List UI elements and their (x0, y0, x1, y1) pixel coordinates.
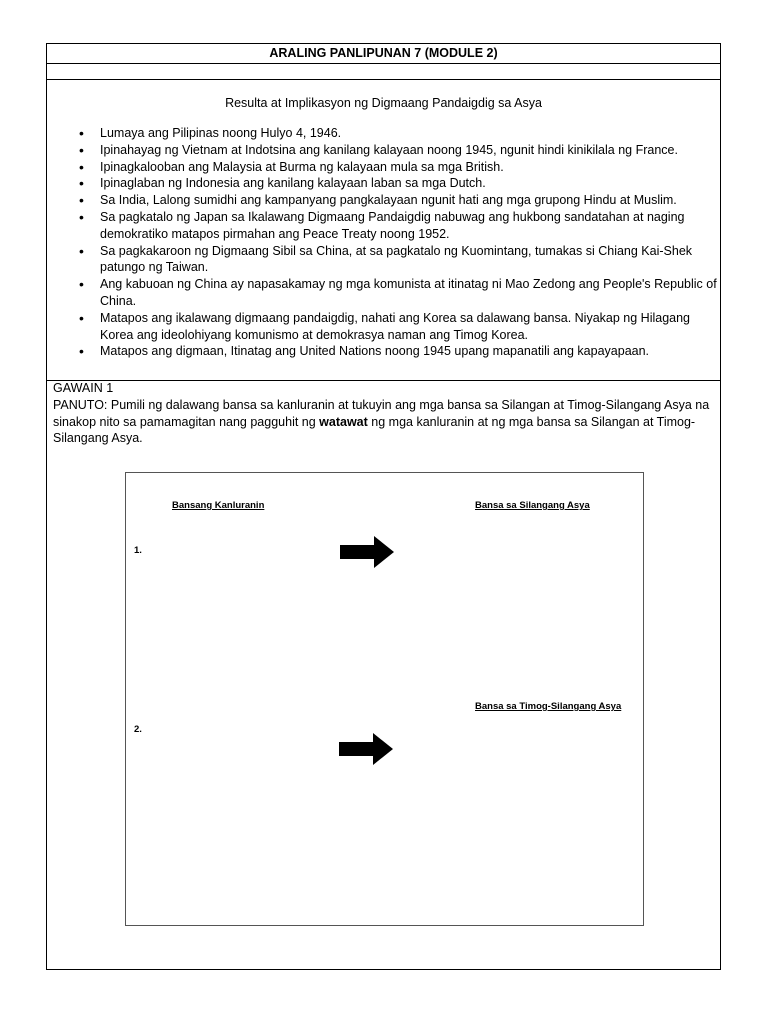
instructions-text-start: PANUTO: Pumili ng dalawang bansa sa kanluranin at tukuyin ang mga bansa sa Silangan at Timog-Silangang Asya na sinakop nito sa pamamagitan nang pagguhit ng (53, 397, 710, 429)
western-country-header: Bansang Kanluranin (172, 500, 265, 511)
right-arrow-icon (339, 733, 393, 765)
page-title: ARALING PANLIPUNAN 7 (MODULE 2) (47, 44, 720, 64)
worksheet-table (46, 43, 721, 970)
right-arrow-icon (340, 536, 394, 568)
item-number-1: 1. (134, 545, 142, 556)
activity-instructions (53, 397, 717, 447)
southeast-asia-header: Bansa sa Timog-Silangang Asya (475, 701, 622, 712)
instructions-bold-word: watawat (319, 414, 368, 429)
lesson-bullet-list (79, 125, 719, 360)
instructions-text-end: ng mga kanluranin at ng mga bansa sa Silangan at Timog-Silangang Asya. (53, 414, 696, 446)
empty-row (47, 63, 720, 80)
item-number-2: 2. (134, 724, 142, 735)
list-item: • Lumaya ang Pilipinas noong Hulyo 4, 1946. (79, 125, 719, 142)
activity-answer-box[interactable] (125, 472, 644, 926)
east-asia-header: Bansa sa Silangang Asya (475, 500, 590, 511)
list-item: • Ipinahayag ng Vietnam at Indotsina ang kanilang kalayaan noong 1945, ngunit hindi kinikilala ng France. (79, 142, 719, 159)
activity-section (53, 380, 717, 447)
list-item: • Ang kabuoan ng China ay napasakamay ng mga komunista at itinatag ni Mao Zedong ang People's Republic of China. (79, 276, 719, 310)
list-item: • Matapos ang ikalawang digmaang pandaigdig, nahati ang Korea sa dalawang bansa. Niyakap ng Hilagang Korea ang ideolohiyang komunismo at demokrasya naman ang Timog Korea. (79, 310, 719, 344)
list-item: • Sa India, Lalong sumidhi ang kampanyang pangkalayaan ngunit hati ang mga grupong Hindu at Muslim. (79, 192, 719, 209)
lesson-subtitle: Resulta at Implikasyon ng Digmaang Pandaigdig sa Asya (225, 96, 542, 110)
list-item: • Sa pagkatalo ng Japan sa Ikalawang Digmaang Pandaigdig nabuwag ang hukbong sandatahan at naging demokratiko matapos pirmahan ang Peace Treaty noong 1952. (79, 209, 719, 243)
list-item: • Ipinagkalooban ang Malaysia at Burma ng kalayaan mula sa mga British. (79, 159, 719, 176)
activity-title: GAWAIN 1 (53, 381, 114, 395)
list-item: • Matapos ang digmaan, Itinatag ang United Nations noong 1945 upang mapanatili ang kapayapaan. (79, 343, 719, 360)
list-item: • Sa pagkakaroon ng Digmaang Sibil sa China, at sa pagkatalo ng Kuomintang, tumakas si Chiang Kai-Shek patungo ng Taiwan. (79, 243, 719, 277)
list-item: • Ipinaglaban ng Indonesia ang kanilang kalayaan laban sa mga Dutch. (79, 175, 719, 192)
